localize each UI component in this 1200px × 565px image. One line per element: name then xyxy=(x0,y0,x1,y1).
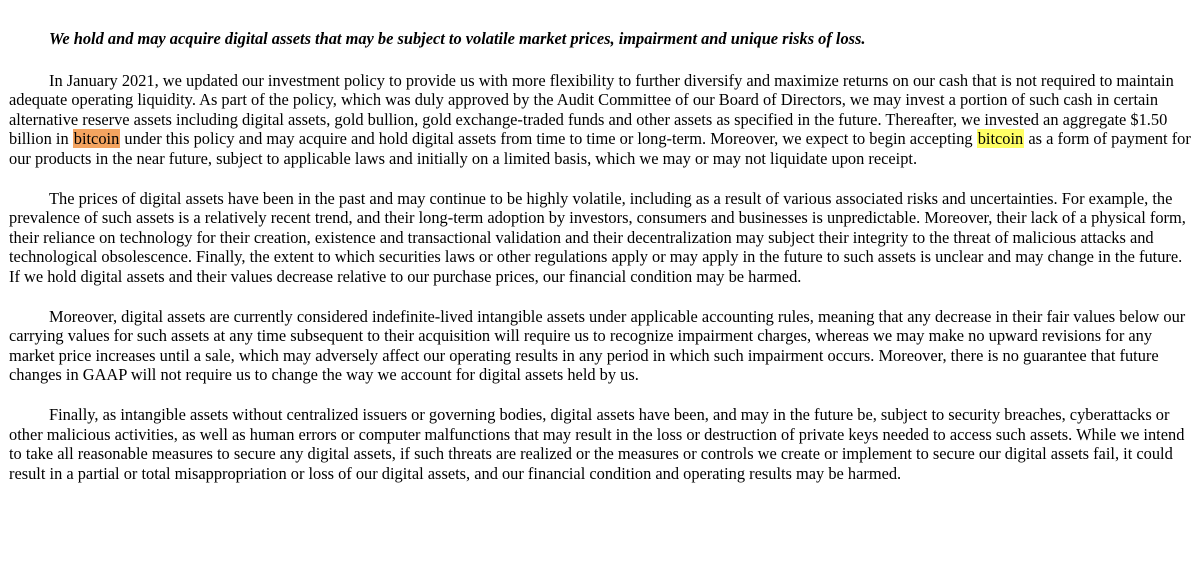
body-paragraph xyxy=(9,307,1191,385)
paragraph-list xyxy=(9,71,1191,484)
body-paragraph xyxy=(9,405,1191,483)
highlighted-term: bitcoin xyxy=(73,129,120,149)
text-run: Finally, as intangible assets without centralized issuers or governing bodies, digital assets have been, and may in the future be, subject to security breaches, cyberattacks or other malicious activities, as well as human errors or computer malfunctions that may result in the loss or destruction of private keys needed to access such assets. While we intend to take all reasonable measures to secure any digital assets, if such threats are realized or the measures or controls we create or implement to secure our digital assets fail, it could result in a partial or total misappropriation or loss of our digital assets, and our financial condition and operating results may be harmed. xyxy=(9,404,1185,483)
body-paragraph xyxy=(9,189,1191,287)
body-paragraph xyxy=(9,71,1191,169)
text-run: The prices of digital assets have been in the past and may continue to be highly volatile, including as a result of various associated risks and uncertainties. For example, the prevalence of such assets is a relatively recent trend, and their long-term adoption by investors, consumers and businesses is unpredictable. Moreover, their lack of a physical form, their reliance on technology for their creation, existence and transactional validation and their decentralization may subject their integrity to the threat of malicious attacks and technological obsolescence. Finally, the extent to which securities laws or other regulations apply or may apply in the future to such assets is unclear and may change in the future. If we hold digital assets and their values decrease relative to our purchase prices, our financial condition may be harmed. xyxy=(9,188,1186,286)
risk-factor-heading: We hold and may acquire digital assets that may be subject to volatile market prices, impairment and unique risks of loss. xyxy=(49,29,866,48)
text-run: under this policy and may acquire and hold digital assets from time to time or long-term. Moreover, we expect to begin accepting xyxy=(120,129,977,149)
highlighted-term: bitcoin xyxy=(977,129,1024,149)
document-body xyxy=(9,29,1191,503)
text-run: Moreover, digital assets are currently considered indefinite-lived intangible assets under applicable accounting rules, meaning that any decrease in their fair values below our carrying values for such assets at any time subsequent to their acquisition will require us to recognize impairment charges, whereas we may make no upward revisions for any market price increases until a sale, which may adversely affect our operating results in any period in which such impairment occurs. Moreover, there is no guarantee that future changes in GAAP will not require us to change the way we account for digital assets held by us. xyxy=(9,306,1186,385)
text-run: as a form of payment for our products in the near future, subject to applicable laws and initially on a limited basis, which we may or may not liquidate upon receipt. xyxy=(9,129,1191,168)
text-run: In January 2021, we updated our investment policy to provide us with more flexibility to further diversify and maximize returns on our cash that is not required to maintain adequate operating liquidity. As part of the policy, which was duly approved by the Audit Committee of our Board of Directors, we may invest a portion of such cash in certain alternative reserve assets including digital assets, gold bullion, gold exchange-traded funds and other assets as specified in the future. Thereafter, we invested an aggregate $1.50 billion in xyxy=(9,70,1174,149)
